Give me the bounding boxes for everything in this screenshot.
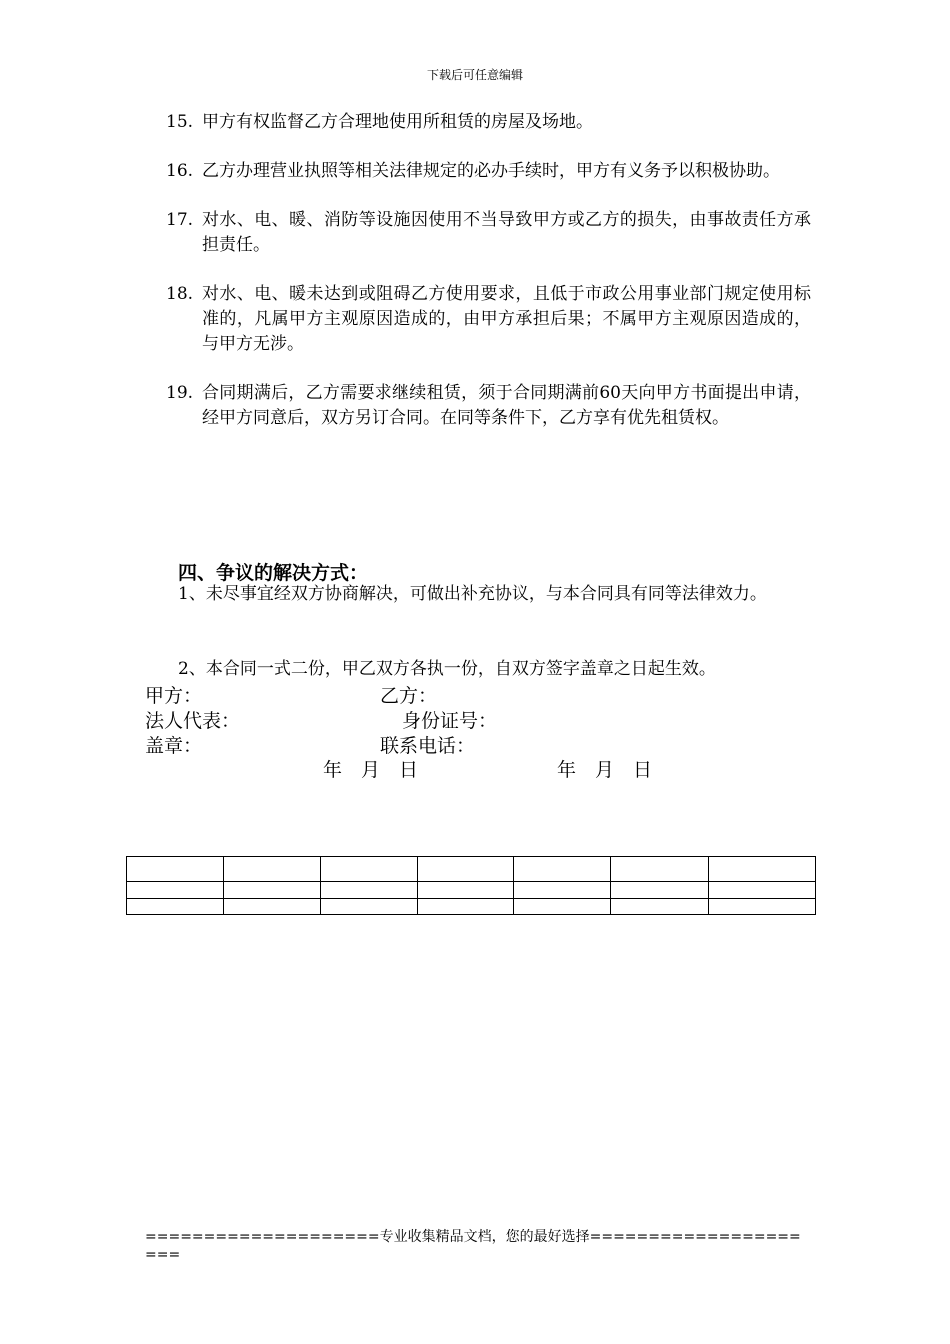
table-cell: [417, 899, 514, 915]
table-cell: [223, 899, 320, 915]
phone-label: 联系电话：: [380, 735, 476, 757]
clause-number: 18.: [166, 284, 194, 304]
page-header: 下载后可任意编辑: [426, 68, 523, 82]
table-cell: [514, 899, 611, 915]
table-cell: [611, 899, 709, 915]
table-cell: [514, 857, 611, 882]
dispute-item-2: 2、本合同一式二份，甲乙双方各执一份，自双方签字盖章之日起生效。: [178, 659, 716, 679]
table-cell: [611, 857, 709, 882]
table-cell: [709, 882, 816, 899]
table-cell: [127, 899, 224, 915]
id-number-label: 身份证号：: [402, 710, 498, 732]
clause-number: 15.: [166, 112, 194, 132]
table-cell: [514, 882, 611, 899]
clause-number: 16.: [166, 161, 194, 181]
table-cell: [417, 857, 514, 882]
party-b-label: 乙方：: [380, 685, 438, 707]
table-cell: [320, 882, 417, 899]
table-cell: [709, 857, 816, 882]
table-row: [127, 899, 816, 915]
clause-item: [166, 381, 811, 431]
table-cell: [417, 882, 514, 899]
table-cell: [223, 882, 320, 899]
clause-number: 17.: [166, 210, 194, 230]
table-cell: [611, 882, 709, 899]
date-a: 年 月 日: [323, 759, 419, 781]
clause-text: 对水、电、暖未达到或阻碍乙方使用要求，且低于市政公用事业部门规定使用标准的，凡属甲方主观原因造成的，由甲方承担后果；不属甲方主观原因造成的，与甲方无涉。: [202, 284, 811, 354]
clause-list: [166, 110, 811, 455]
seal-label: 盖章：: [145, 735, 203, 757]
clause-item: [166, 159, 811, 184]
table-cell: [320, 899, 417, 915]
clause-text: 对水、电、暖、消防等设施因使用不当导致甲方或乙方的损失，由事故责任方承担责任。: [202, 210, 811, 255]
clause-text: 乙方办理营业执照等相关法律规定的必办手续时，甲方有义务予以积极协助。: [202, 161, 780, 181]
clause-item: [166, 282, 811, 357]
clause-item: [166, 208, 811, 258]
table-cell: [709, 899, 816, 915]
clause-text: 合同期满后，乙方需要求继续租赁，须于合同期满前60天向甲方书面提出申请，经甲方同意后，双方另订合同。在同等条件下，乙方享有优先租赁权。: [202, 383, 811, 428]
section-title-dispute: 四、争议的解决方式：: [178, 562, 369, 584]
table-row: [127, 882, 816, 899]
table-cell: [223, 857, 320, 882]
table-cell: [320, 857, 417, 882]
dispute-item-1: 1、未尽事宜经双方协商解决，可做出补充协议，与本合同具有同等法律效力。: [178, 584, 767, 604]
table-row: [127, 857, 816, 882]
clause-number: 19.: [166, 383, 194, 403]
date-b: 年 月 日: [557, 759, 653, 781]
empty-table: [126, 856, 816, 915]
legal-rep-label: 法人代表：: [145, 710, 241, 732]
table-cell: [127, 857, 224, 882]
clause-text: 甲方有权监督乙方合理地使用所租赁的房屋及场地。: [202, 112, 593, 132]
party-a-label: 甲方：: [145, 685, 203, 707]
clause-item: [166, 110, 811, 135]
page-footer: ====================专业收集精品文档，您的最好选择=====================: [145, 1229, 801, 1263]
table-cell: [127, 882, 224, 899]
